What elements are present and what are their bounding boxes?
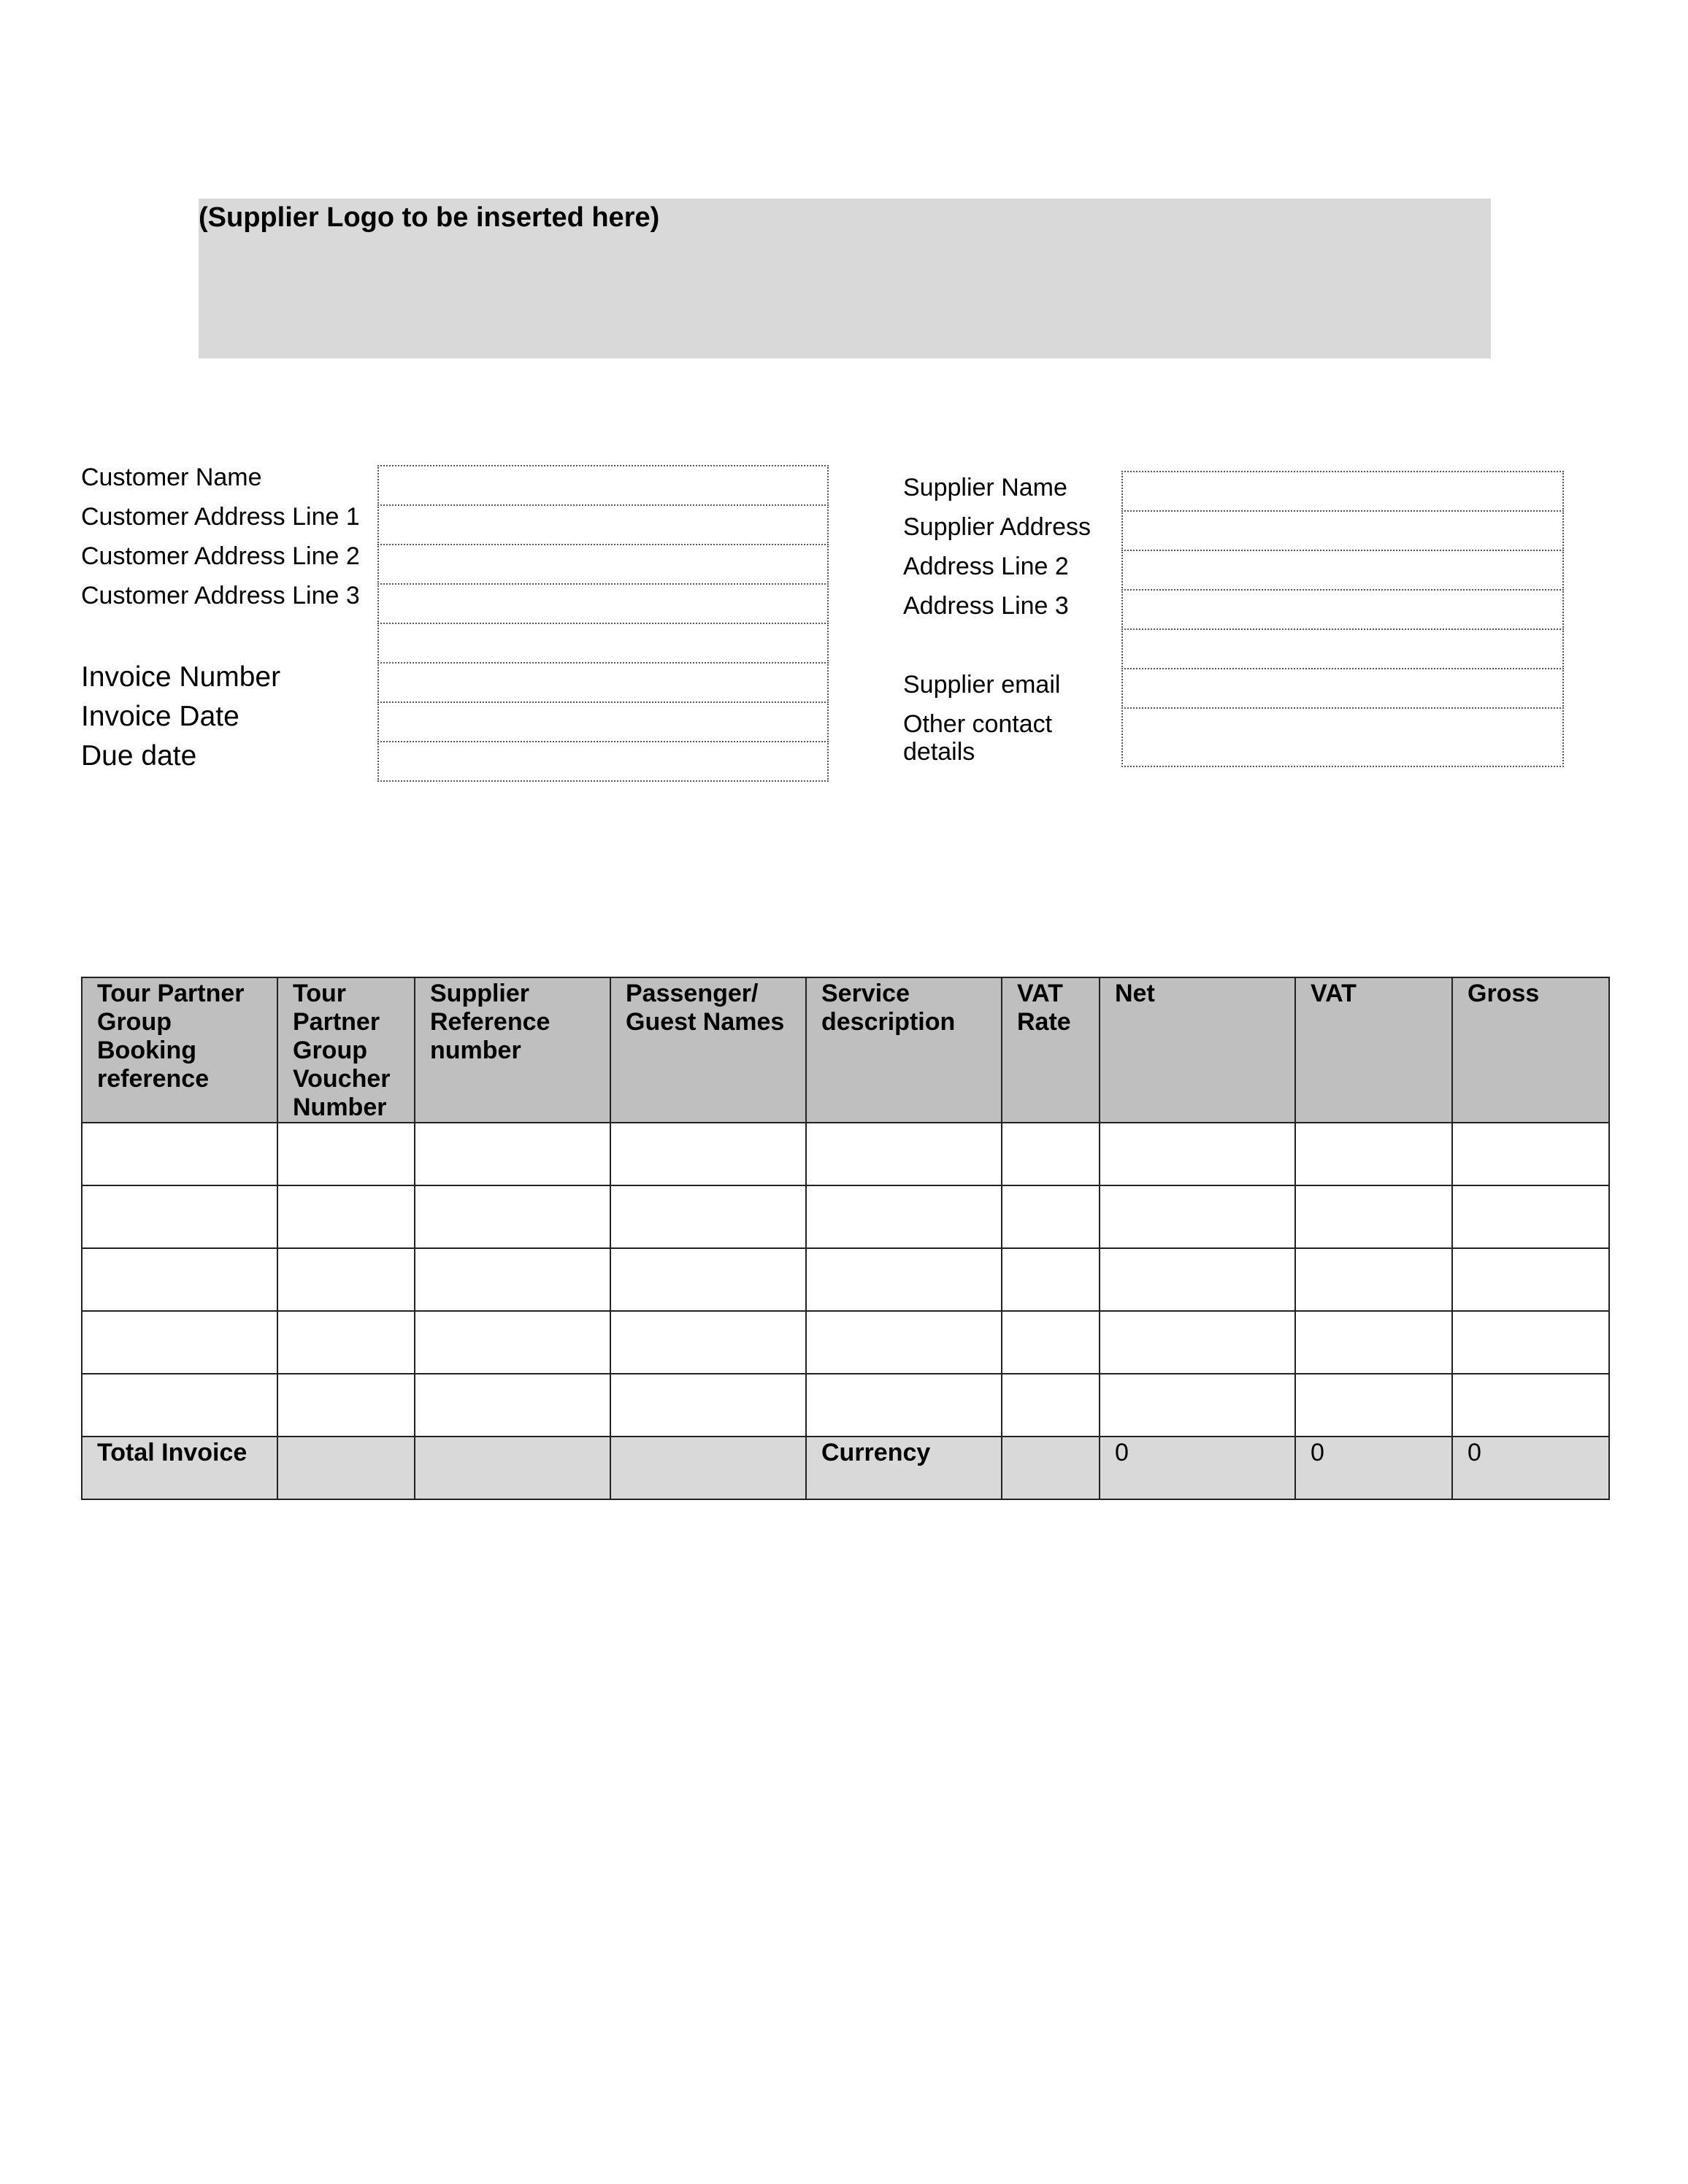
customer-address2-field[interactable] <box>377 544 829 585</box>
table-cell-booking-reference[interactable] <box>82 1374 277 1437</box>
supplier-address3-field[interactable] <box>1121 589 1564 630</box>
table-cell-voucher-number[interactable] <box>277 1248 415 1311</box>
table-cell-guest-names[interactable] <box>610 1311 806 1374</box>
due-date-label: Due date <box>81 740 197 772</box>
supplier-address2-label: Address Line 2 <box>903 553 1069 580</box>
table-cell-gross[interactable] <box>1452 1185 1609 1248</box>
column-header-line: VAT <box>1311 980 1357 1007</box>
total-gross-value: 0 <box>1452 1437 1609 1499</box>
table-cell-gross[interactable] <box>1452 1248 1609 1311</box>
column-header-vat-rate <box>1002 977 1100 1123</box>
invoice-table <box>81 977 1610 1500</box>
table-cell-vat[interactable] <box>1295 1374 1452 1437</box>
supplier-address-label: Supplier Address <box>903 513 1092 541</box>
table-cell-supplier-reference[interactable] <box>415 1185 610 1248</box>
table-cell-voucher-number[interactable] <box>277 1311 415 1374</box>
other-contact-label-line1: Other contact <box>903 710 1053 738</box>
supplier-address-field[interactable] <box>1121 510 1564 551</box>
column-header-service-description <box>806 977 1002 1123</box>
customer-name-field[interactable] <box>377 465 829 506</box>
table-row <box>82 1185 1609 1248</box>
total-cell-empty[interactable] <box>277 1437 415 1499</box>
total-vat-value: 0 <box>1295 1437 1452 1499</box>
invoice-number-field[interactable] <box>377 662 829 703</box>
column-header-guest-names <box>610 977 806 1123</box>
table-cell-guest-names[interactable] <box>610 1123 806 1185</box>
supplier-address2-field[interactable] <box>1121 550 1564 591</box>
table-cell-net[interactable] <box>1100 1185 1295 1248</box>
column-header-line: number <box>430 1037 521 1064</box>
table-header-row <box>82 977 1609 1123</box>
column-header-supplier-reference <box>415 977 610 1123</box>
supplier-email-field[interactable] <box>1121 668 1564 709</box>
table-row <box>82 1311 1609 1374</box>
currency-label: Currency <box>806 1437 1002 1499</box>
table-cell-vat[interactable] <box>1295 1185 1452 1248</box>
table-cell-vat-rate[interactable] <box>1002 1185 1100 1248</box>
total-net-value: 0 <box>1100 1437 1295 1499</box>
table-row <box>82 1123 1609 1185</box>
column-header-line: Service <box>821 980 910 1007</box>
customer-extra-field[interactable] <box>377 623 829 664</box>
currency-value-cell[interactable] <box>1002 1437 1100 1499</box>
invoice-date-label: Invoice Date <box>81 701 239 732</box>
column-header-line: description <box>821 1008 956 1036</box>
supplier-logo-placeholder <box>199 199 1491 358</box>
table-cell-guest-names[interactable] <box>610 1374 806 1437</box>
supplier-email-label: Supplier email <box>903 671 1061 699</box>
invoice-date-field[interactable] <box>377 701 829 742</box>
column-header-line: Tour Partner <box>97 980 245 1007</box>
column-header-line: Rate <box>1017 1008 1071 1036</box>
table-cell-supplier-reference[interactable] <box>415 1248 610 1311</box>
due-date-field[interactable] <box>377 741 829 782</box>
table-cell-supplier-reference[interactable] <box>415 1374 610 1437</box>
table-cell-gross[interactable] <box>1452 1311 1609 1374</box>
total-invoice-label: Total Invoice <box>82 1437 277 1499</box>
table-cell-vat[interactable] <box>1295 1123 1452 1185</box>
customer-address3-field[interactable] <box>377 583 829 624</box>
table-cell-service-description[interactable] <box>806 1311 1002 1374</box>
table-row <box>82 1248 1609 1311</box>
total-cell-empty[interactable] <box>610 1437 806 1499</box>
table-cell-net[interactable] <box>1100 1374 1295 1437</box>
total-invoice-row <box>82 1437 1609 1499</box>
table-cell-vat[interactable] <box>1295 1248 1452 1311</box>
other-contact-field[interactable] <box>1121 707 1564 767</box>
table-cell-booking-reference[interactable] <box>82 1311 277 1374</box>
customer-name-label: Customer Name <box>81 464 262 491</box>
table-cell-vat[interactable] <box>1295 1311 1452 1374</box>
table-cell-voucher-number[interactable] <box>277 1123 415 1185</box>
table-cell-net[interactable] <box>1100 1123 1295 1185</box>
column-header-line: Passenger/ <box>626 980 759 1007</box>
table-cell-guest-names[interactable] <box>610 1185 806 1248</box>
table-cell-booking-reference[interactable] <box>82 1248 277 1311</box>
column-header-line: Tour <box>293 980 347 1007</box>
table-cell-service-description[interactable] <box>806 1248 1002 1311</box>
table-cell-vat-rate[interactable] <box>1002 1123 1100 1185</box>
supplier-name-label: Supplier Name <box>903 474 1067 501</box>
column-header-vat <box>1295 977 1452 1123</box>
table-cell-supplier-reference[interactable] <box>415 1123 610 1185</box>
other-contact-label-line2: details <box>903 738 975 766</box>
column-header-line: Supplier <box>430 980 530 1007</box>
table-cell-supplier-reference[interactable] <box>415 1311 610 1374</box>
table-cell-net[interactable] <box>1100 1248 1295 1311</box>
table-cell-booking-reference[interactable] <box>82 1123 277 1185</box>
column-header-line: Reference <box>430 1008 550 1036</box>
column-header-voucher-number <box>277 977 415 1123</box>
table-cell-booking-reference[interactable] <box>82 1185 277 1248</box>
table-cell-net[interactable] <box>1100 1311 1295 1374</box>
column-header-line: reference <box>97 1065 210 1093</box>
table-cell-service-description[interactable] <box>806 1374 1002 1437</box>
column-header-line: Net <box>1115 980 1155 1007</box>
table-row <box>82 1374 1609 1437</box>
invoice-number-label: Invoice Number <box>81 661 281 693</box>
customer-address2-label: Customer Address Line 2 <box>81 542 360 570</box>
table-cell-gross[interactable] <box>1452 1374 1609 1437</box>
table-cell-voucher-number[interactable] <box>277 1374 415 1437</box>
column-header-line: Voucher <box>293 1065 391 1093</box>
column-header-line: Booking <box>97 1037 196 1064</box>
column-header-line: Group <box>97 1008 172 1036</box>
supplier-address3-label: Address Line 3 <box>903 592 1069 620</box>
customer-address1-field[interactable] <box>377 504 829 545</box>
supplier-extra-field[interactable] <box>1121 628 1564 669</box>
table-cell-vat-rate[interactable] <box>1002 1248 1100 1311</box>
column-header-line: Gross <box>1468 980 1540 1007</box>
table-cell-service-description[interactable] <box>806 1123 1002 1185</box>
column-header-line: Group <box>293 1037 367 1064</box>
column-header-line: Guest Names <box>626 1008 785 1036</box>
column-header-line: Number <box>293 1093 387 1121</box>
column-header-booking-reference <box>82 977 277 1123</box>
column-header-gross <box>1452 977 1609 1123</box>
table-cell-guest-names[interactable] <box>610 1248 806 1311</box>
column-header-net <box>1100 977 1295 1123</box>
logo-placeholder-text: (Supplier Logo to be inserted here) <box>199 202 660 233</box>
customer-address3-label: Customer Address Line 3 <box>81 582 360 610</box>
total-cell-empty[interactable] <box>415 1437 610 1499</box>
table-cell-vat-rate[interactable] <box>1002 1311 1100 1374</box>
column-header-line: VAT <box>1017 980 1063 1007</box>
table-cell-voucher-number[interactable] <box>277 1185 415 1248</box>
table-cell-vat-rate[interactable] <box>1002 1374 1100 1437</box>
table-cell-service-description[interactable] <box>806 1185 1002 1248</box>
supplier-name-field[interactable] <box>1121 471 1564 512</box>
customer-address1-label: Customer Address Line 1 <box>81 503 360 531</box>
table-cell-gross[interactable] <box>1452 1123 1609 1185</box>
column-header-line: Partner <box>293 1008 380 1036</box>
